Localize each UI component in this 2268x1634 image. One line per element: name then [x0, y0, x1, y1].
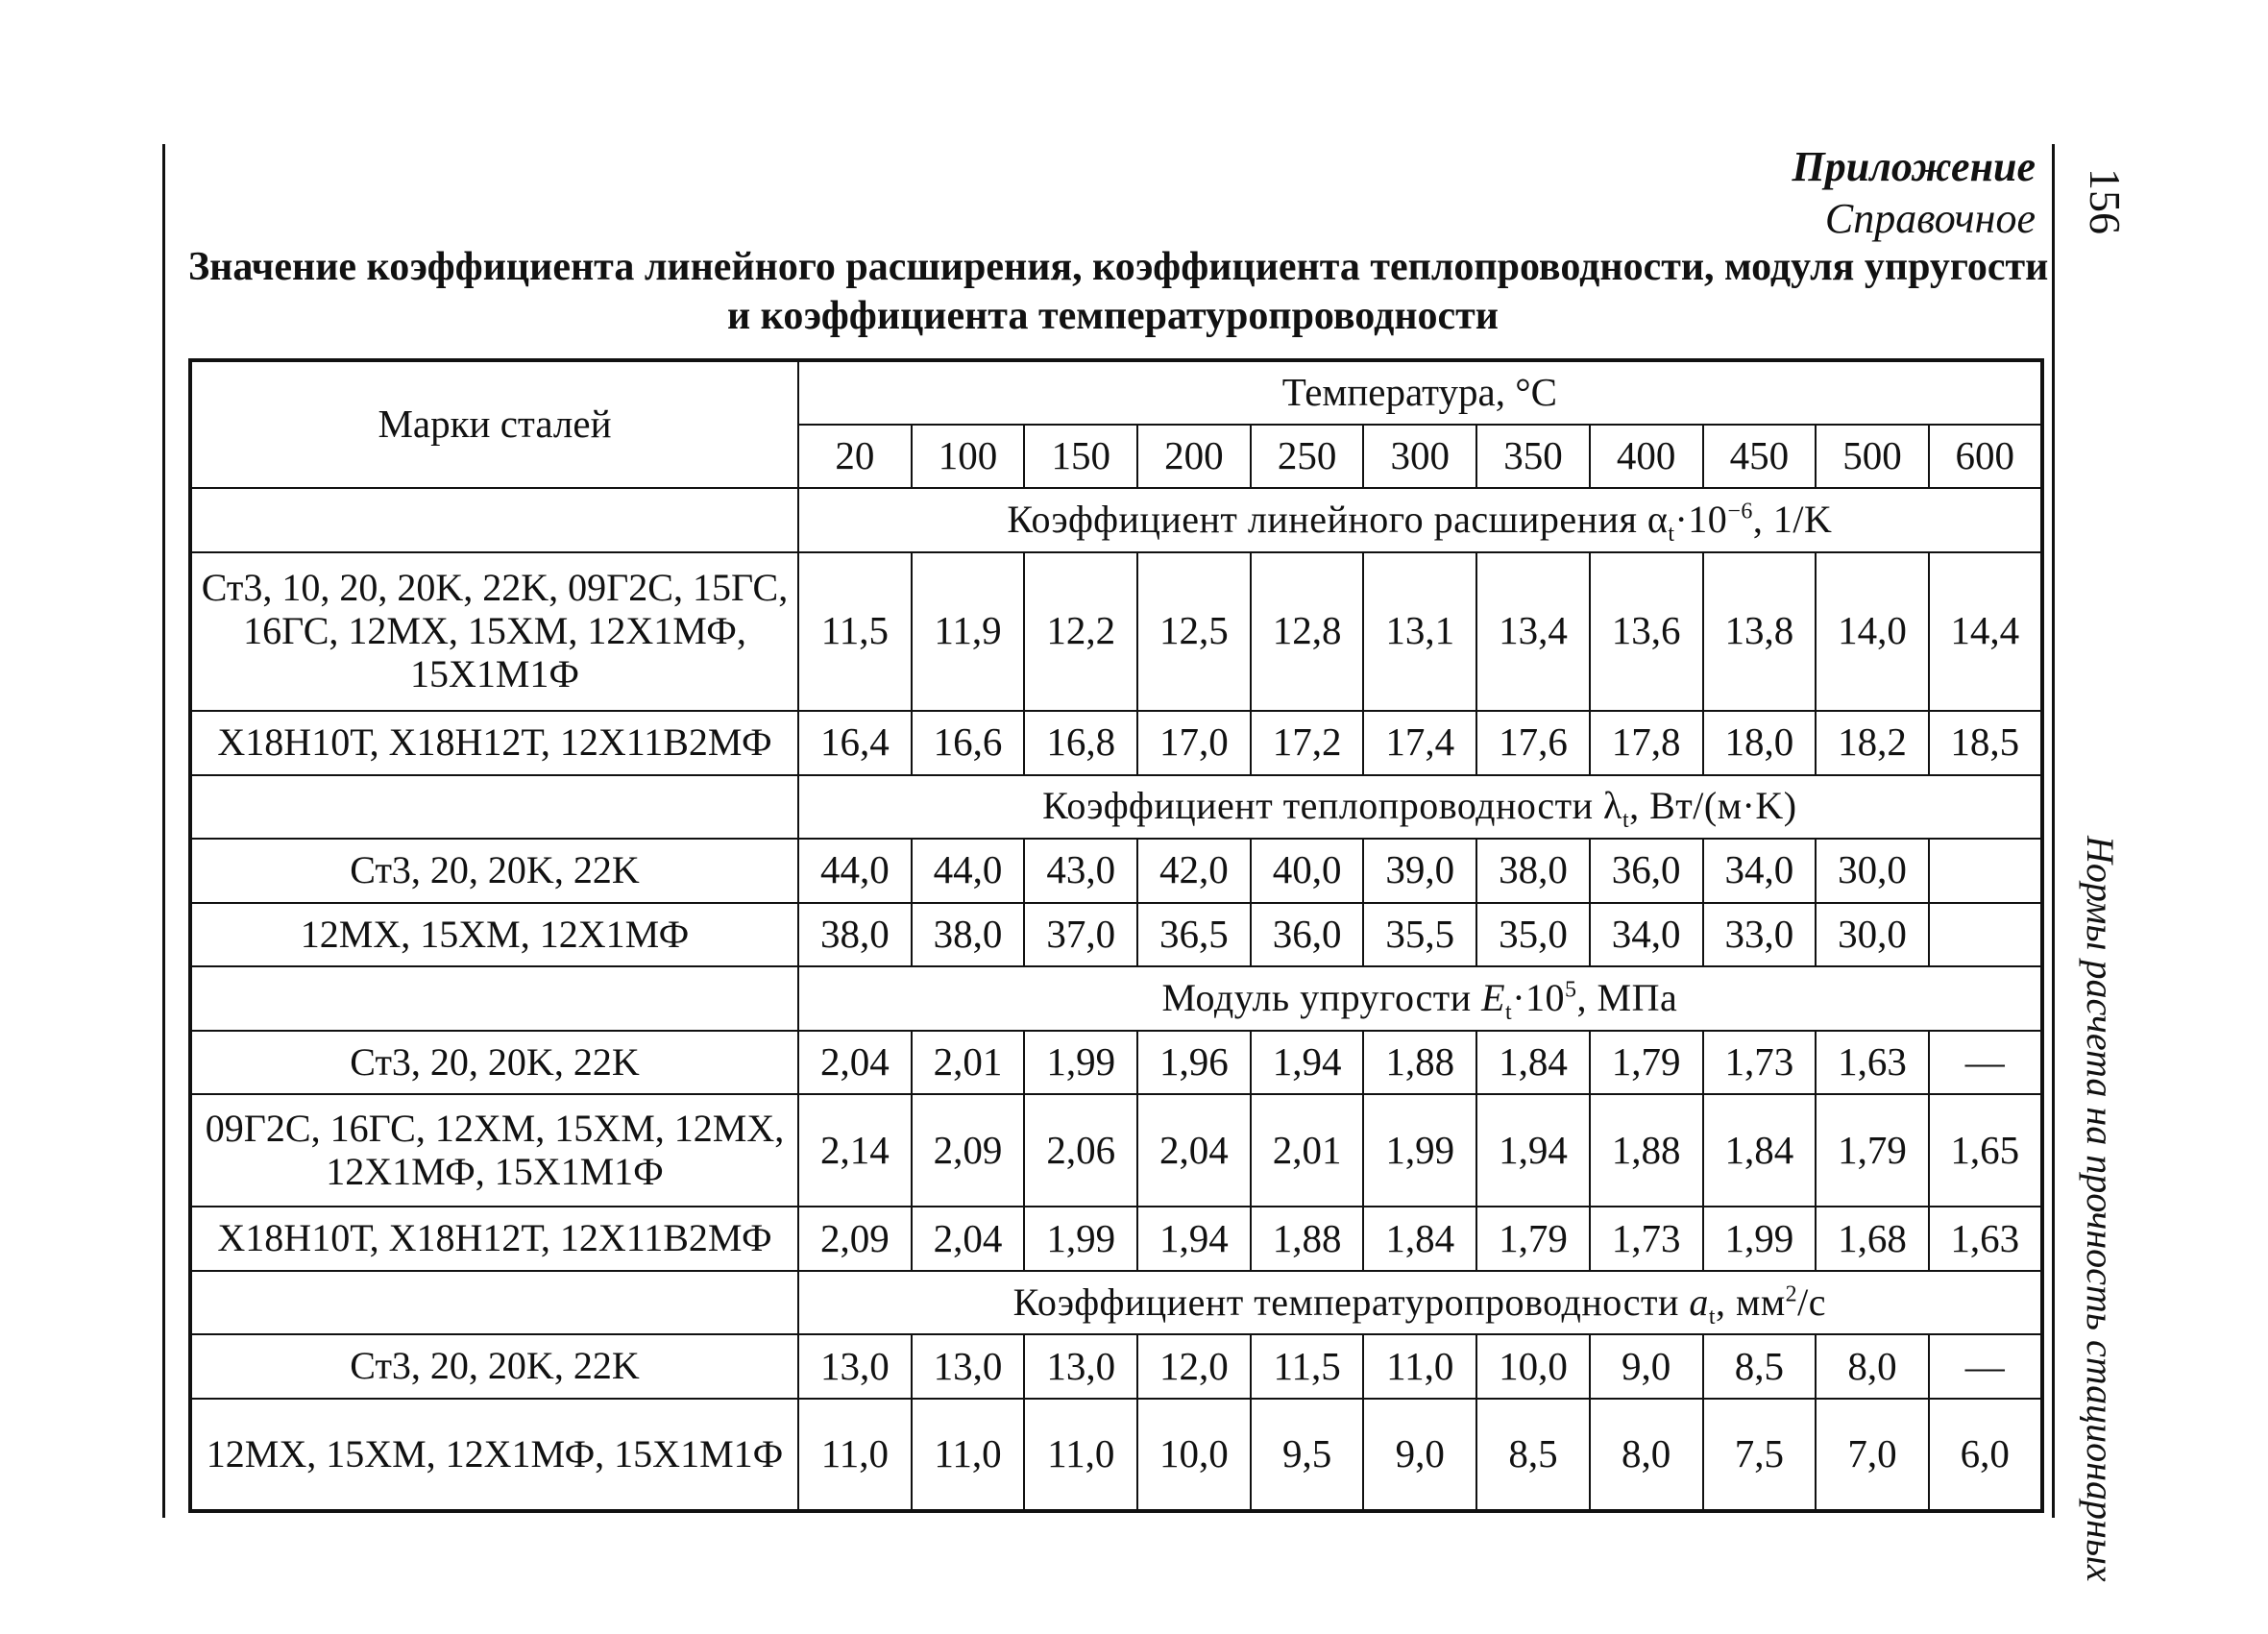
table-row — [190, 1399, 2042, 1511]
steel-grade-cell: Х18Н10Т, Х18Н12Т, 12Х11В2МФ — [190, 1207, 798, 1271]
value-cell: 34,0 — [1590, 903, 1703, 967]
value-cell: 35,5 — [1363, 903, 1476, 967]
table-row — [190, 839, 2042, 903]
table-row — [190, 1031, 2042, 1095]
section-header-thermal-conductivity: Коэффициент теплопроводности $\lambda_t$, Вт/(м·K) — [798, 775, 2042, 840]
value-cell: 13,6 — [1590, 552, 1703, 711]
value-cell: 1,65 — [1929, 1094, 2042, 1207]
value-cell: 17,8 — [1590, 711, 1703, 775]
value-cell: 38,0 — [912, 903, 1025, 967]
value-cell: 1,73 — [1703, 1031, 1817, 1095]
value-cell: 16,4 — [798, 711, 912, 775]
value-cell: 1,99 — [1024, 1031, 1137, 1095]
value-cell: 12,2 — [1024, 552, 1137, 711]
temperature-cell: 350 — [1476, 425, 1590, 489]
value-cell: 13,0 — [912, 1334, 1025, 1399]
value-cell: 1,99 — [1024, 1207, 1137, 1271]
value-cell: 35,0 — [1476, 903, 1590, 967]
value-cell: 13,0 — [798, 1334, 912, 1399]
table-row — [190, 711, 2042, 775]
section-header-thermal-diffusivity: Коэффициент температуропроводности $a_t$, $мм^2/с$ — [798, 1271, 2042, 1335]
value-cell: 18,0 — [1703, 711, 1817, 775]
value-cell: 8,0 — [1816, 1334, 1929, 1399]
value-cell: 1,88 — [1590, 1094, 1703, 1207]
value-cell: 1,68 — [1816, 1207, 1929, 1271]
value-cell: 30,0 — [1816, 903, 1929, 967]
temperature-cell: 400 — [1590, 425, 1703, 489]
table-row — [190, 1094, 2042, 1207]
value-cell: 13,1 — [1363, 552, 1476, 711]
value-cell: 8,5 — [1476, 1399, 1590, 1511]
reference-label: Справочное — [1824, 195, 2036, 242]
value-cell: 34,0 — [1703, 839, 1817, 903]
value-cell: 38,0 — [798, 903, 912, 967]
value-cell: 12,5 — [1137, 552, 1251, 711]
value-cell: 2,09 — [798, 1207, 912, 1271]
value-cell: 2,14 — [798, 1094, 912, 1207]
value-cell: 2,01 — [912, 1031, 1025, 1095]
value-cell: 14,0 — [1816, 552, 1929, 711]
value-cell: 1,79 — [1476, 1207, 1590, 1271]
table-row — [190, 552, 2042, 711]
value-cell: 9,0 — [1363, 1399, 1476, 1511]
value-cell: 1,84 — [1703, 1094, 1817, 1207]
left-margin-rule — [162, 144, 165, 1518]
value-cell: 18,2 — [1816, 711, 1929, 775]
value-cell: 11,5 — [1251, 1334, 1364, 1399]
steel-column-header: Марки сталей — [190, 360, 798, 488]
value-cell: 1,84 — [1476, 1031, 1590, 1095]
temperature-cell: 450 — [1703, 425, 1817, 489]
value-cell: 1,88 — [1363, 1031, 1476, 1095]
value-cell: 42,0 — [1137, 839, 1251, 903]
temperature-cell: 100 — [912, 425, 1025, 489]
value-cell: 8,5 — [1703, 1334, 1817, 1399]
value-cell: 17,6 — [1476, 711, 1590, 775]
value-cell: 44,0 — [798, 839, 912, 903]
value-cell: 44,0 — [912, 839, 1025, 903]
value-cell: 13,8 — [1703, 552, 1817, 711]
value-cell: 43,0 — [1024, 839, 1137, 903]
value-cell: 16,6 — [912, 711, 1025, 775]
steel-grade-cell: Ст3, 20, 20K, 22K — [190, 1031, 798, 1095]
steel-grade-cell: 12МХ, 15ХМ, 12Х1МФ — [190, 903, 798, 967]
value-cell: 7,0 — [1816, 1399, 1929, 1511]
steel-grade-cell: 09Г2С, 16ГС, 12ХМ, 15ХМ, 12МХ, 12Х1МФ, 15Х1М1Ф — [190, 1094, 798, 1207]
table-title-line-2: и коэффициента температуропроводности — [726, 294, 1499, 338]
value-cell: 14,4 — [1929, 552, 2042, 711]
value-cell — [1929, 839, 2042, 903]
value-cell: 1,96 — [1137, 1031, 1251, 1095]
section-header-elastic-modulus: Модуль упругости $E_t\cdot 10^5$, МПа — [798, 966, 2042, 1031]
value-cell: 1,79 — [1590, 1031, 1703, 1095]
value-cell: 1,88 — [1251, 1207, 1364, 1271]
temperature-cell: 600 — [1929, 425, 2042, 489]
temperature-cell: 200 — [1137, 425, 1251, 489]
section-header-row — [190, 488, 2042, 552]
value-cell: 17,2 — [1251, 711, 1364, 775]
value-cell: 37,0 — [1024, 903, 1137, 967]
value-cell: 10,0 — [1476, 1334, 1590, 1399]
value-cell: 36,0 — [1590, 839, 1703, 903]
value-cell: 1,99 — [1363, 1094, 1476, 1207]
value-cell: 11,0 — [1363, 1334, 1476, 1399]
value-cell: 38,0 — [1476, 839, 1590, 903]
right-margin-rule — [2052, 144, 2055, 1518]
value-cell: 11,0 — [912, 1399, 1025, 1511]
value-cell: 1,63 — [1816, 1031, 1929, 1095]
value-cell: 1,94 — [1251, 1031, 1364, 1095]
value-cell: 13,4 — [1476, 552, 1590, 711]
value-cell: 40,0 — [1251, 839, 1364, 903]
temperature-cell: 20 — [798, 425, 912, 489]
steel-grade-cell: 12МХ, 15ХМ, 12Х1МФ, 15Х1М1Ф — [190, 1399, 798, 1511]
value-cell: 11,5 — [798, 552, 912, 711]
value-cell: 12,0 — [1137, 1334, 1251, 1399]
value-cell: 1,99 — [1703, 1207, 1817, 1271]
steel-grade-cell: Х18Н10Т, Х18Н12Т, 12Х11В2МФ — [190, 711, 798, 775]
value-cell: 6,0 — [1929, 1399, 2042, 1511]
value-cell: 2,01 — [1251, 1094, 1364, 1207]
value-cell: 9,5 — [1251, 1399, 1364, 1511]
value-cell: 1,73 — [1590, 1207, 1703, 1271]
table-title-line-1: Значение коэффициента линейного расширения, коэффициента теплопроводности, модуля упругости — [188, 245, 2049, 289]
temperature-cell: 150 — [1024, 425, 1137, 489]
value-cell: 10,0 — [1137, 1399, 1251, 1511]
value-cell: 1,84 — [1363, 1207, 1476, 1271]
value-cell: 8,0 — [1590, 1399, 1703, 1511]
value-cell: 17,4 — [1363, 711, 1476, 775]
table-row — [190, 903, 2042, 967]
temperature-cell: 500 — [1816, 425, 1929, 489]
value-cell: 33,0 — [1703, 903, 1817, 967]
value-cell: 39,0 — [1363, 839, 1476, 903]
section-header-linear-expansion: Коэффициент линейного расширения $\alpha_t\cdot 10^{-6}$, 1/K — [798, 488, 2042, 552]
value-cell: 1,63 — [1929, 1207, 2042, 1271]
value-cell: 2,04 — [1137, 1094, 1251, 1207]
running-side-title: Нормы расчета на прочность стационарных — [2079, 836, 2122, 1582]
temperature-cell: 300 — [1363, 425, 1476, 489]
temperature-cell: 250 — [1251, 425, 1364, 489]
value-cell: 13,0 — [1024, 1334, 1137, 1399]
value-cell: 18,5 — [1929, 711, 2042, 775]
value-cell: 17,0 — [1137, 711, 1251, 775]
value-cell: 2,09 — [912, 1094, 1025, 1207]
page-number: 156 — [2081, 168, 2130, 234]
steel-grade-cell: Ст3, 20, 20K, 22K — [190, 1334, 798, 1399]
value-cell: 1,94 — [1476, 1094, 1590, 1207]
header-row — [190, 360, 2042, 425]
value-cell: — — [1929, 1334, 2042, 1399]
value-cell: 36,0 — [1251, 903, 1364, 967]
section-header-row — [190, 775, 2042, 840]
table-row — [190, 1207, 2042, 1271]
value-cell: 1,79 — [1816, 1094, 1929, 1207]
value-cell: 12,8 — [1251, 552, 1364, 711]
value-cell: 36,5 — [1137, 903, 1251, 967]
section-header-row — [190, 1271, 2042, 1335]
temperature-header: Температура, °C — [798, 360, 2042, 425]
value-cell: 2,04 — [798, 1031, 912, 1095]
value-cell: 9,0 — [1590, 1334, 1703, 1399]
value-cell: 1,94 — [1137, 1207, 1251, 1271]
properties-table — [188, 358, 2044, 1513]
value-cell: 11,0 — [798, 1399, 912, 1511]
value-cell: 11,0 — [1024, 1399, 1137, 1511]
value-cell: 30,0 — [1816, 839, 1929, 903]
value-cell: 7,5 — [1703, 1399, 1817, 1511]
steel-grade-cell: Ст3, 10, 20, 20K, 22K, 09Г2С, 15ГС, 16ГС, 12МХ, 15ХМ, 12Х1МФ, 15Х1М1Ф — [190, 552, 798, 711]
value-cell: 16,8 — [1024, 711, 1137, 775]
value-cell: — — [1929, 1031, 2042, 1095]
table-row — [190, 1334, 2042, 1399]
value-cell — [1929, 903, 2042, 967]
value-cell: 2,06 — [1024, 1094, 1137, 1207]
value-cell: 2,04 — [912, 1207, 1025, 1271]
value-cell: 11,9 — [912, 552, 1025, 711]
appendix-label: Приложение — [1792, 143, 2036, 190]
steel-grade-cell: Ст3, 20, 20K, 22K — [190, 839, 798, 903]
section-header-row — [190, 966, 2042, 1031]
